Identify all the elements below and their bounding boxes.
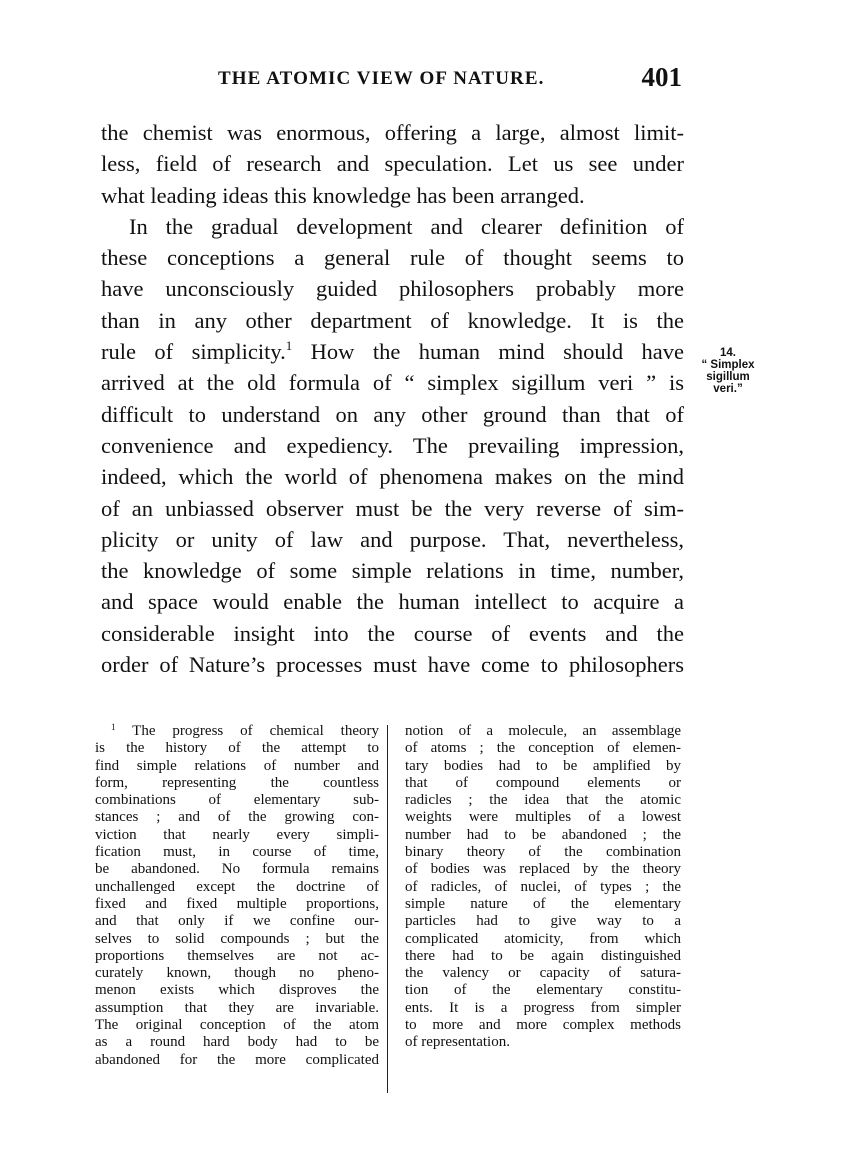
- footnote-line: that of compound elements or: [405, 774, 681, 791]
- running-title: THE ATOMIC VIEW OF NATURE.: [218, 68, 545, 89]
- footnote-line: curately known, though no pheno-: [95, 965, 379, 982]
- body-line: considerable insight into the course of events and the: [101, 620, 684, 646]
- footnote-line: abandoned for the more complicated: [95, 1051, 379, 1068]
- footnote-line: simple nature of the elementary: [405, 895, 681, 912]
- footnote-line: fixed and fixed multiple proportions,: [95, 895, 379, 912]
- footnote-line: assumption that they are invariable.: [95, 999, 379, 1016]
- body-line: these conceptions a general rule of thought seems to: [101, 245, 684, 271]
- footnote-line: find simple relations of number and: [95, 757, 379, 774]
- page-header: [100, 62, 684, 102]
- footnote-line: binary theory of the combination: [405, 844, 681, 861]
- footnote-line: of bodies was replaced by the theory: [405, 861, 681, 878]
- body-line: order of Nature’s processes must have come to philosophers: [101, 652, 684, 678]
- footnote-marker: 1: [285, 338, 293, 354]
- footnote-line: The original conception of the atom: [95, 1017, 379, 1034]
- footnote-column-right: [405, 723, 681, 1052]
- footnote-line: combinations of elementary sub-: [95, 792, 379, 809]
- footnote-line: ents. It is a progress from simpler: [405, 999, 681, 1016]
- page-number: 401: [641, 62, 682, 92]
- footnote-line: as a round hard body had to be: [95, 1034, 379, 1051]
- footnote-line: number had to be abandoned ; the: [405, 826, 681, 843]
- footnote-line: there had to be again distinguished: [405, 947, 681, 964]
- footnote-line: [95, 723, 379, 740]
- footnote-line: unchallenged except the doctrine of: [95, 878, 379, 895]
- footnote-line: fication must, in course of time,: [95, 844, 379, 861]
- body-line: indeed, which the world of phenomena makes on the mind: [101, 464, 684, 490]
- footnote-line: of representation.: [405, 1034, 510, 1051]
- margin-note-line: sigillum: [706, 371, 750, 383]
- footnote-line: the valency or capacity of satura-: [405, 965, 681, 982]
- body-line: difficult to understand on any other ground than that of: [101, 401, 684, 427]
- body-line: arrived at the old formula of “ simplex sigillum veri ” is: [101, 370, 684, 396]
- footnote-line: viction that nearly every simpli-: [95, 826, 379, 843]
- column-divider: [387, 725, 388, 1093]
- body-line: than in any other department of knowledge. It is the: [101, 307, 684, 333]
- body-line: what leading ideas this knowledge has been arranged.: [101, 182, 585, 208]
- footnote-line: proportions themselves are not ac-: [95, 947, 379, 964]
- body-line: and space would enable the human intellect to acquire a: [101, 589, 684, 615]
- footnotes: [95, 723, 687, 1093]
- footnote-line: form, representing the countless: [95, 774, 379, 791]
- body-line: have unconsciously guided philosophers probably more: [101, 276, 684, 302]
- footnote-line: to more and more complex methods: [405, 1017, 681, 1034]
- body-line: [101, 336, 684, 367]
- footnote-number: 1: [111, 722, 116, 732]
- body-line: less, field of research and speculation. Let us see under: [101, 151, 684, 177]
- margin-note-line: “ Simplex: [701, 359, 755, 371]
- body-line: of an unbiassed observer must be the very reverse of sim-: [101, 495, 684, 521]
- body-line: convenience and expediency. The prevailing impression,: [101, 432, 684, 458]
- margin-note-number: 14.: [720, 347, 736, 359]
- footnote-line: menon exists which disproves the: [95, 982, 379, 999]
- footnote-line: stances ; and of the growing con-: [95, 809, 379, 826]
- body-line: plicity or unity of law and purpose. That, nevertheless,: [101, 526, 684, 552]
- body-text: [101, 117, 684, 680]
- footnote-line: complicated atomicity, from which: [405, 930, 681, 947]
- footnote-line: selves to solid compounds ; but the: [95, 930, 379, 947]
- body-line-start: rule of simplicity.: [101, 339, 286, 365]
- footnote-line: tary bodies had to be amplified by: [405, 757, 681, 774]
- margin-note: [689, 347, 767, 395]
- footnote-line: of radicles, of nuclei, of types ; the: [405, 878, 681, 895]
- body-line-end: How the human mind should have: [292, 339, 684, 365]
- footnote-line: notion of a molecule, an assemblage: [405, 723, 681, 739]
- footnote-first-line: The progress of chemical theory: [115, 723, 379, 739]
- margin-note-line: veri.”: [713, 383, 743, 395]
- footnote-line: of atoms ; the conception of elemen-: [405, 740, 681, 757]
- body-line: In the gradual development and clearer definition of: [129, 213, 684, 239]
- footnote-line: be abandoned. No formula remains: [95, 861, 379, 878]
- footnote-line: radicles ; the idea that the atomic: [405, 792, 681, 809]
- body-line: the knowledge of some simple relations in time, number,: [101, 558, 684, 584]
- footnote-line: is the history of the attempt to: [95, 740, 379, 757]
- footnote-line: weights were multiples of a lowest: [405, 809, 681, 826]
- footnote-line: and that only if we confine our-: [95, 913, 379, 930]
- footnote-line: particles had to give way to a: [405, 913, 681, 930]
- footnote-line: tion of the elementary constitu-: [405, 982, 681, 999]
- body-line: the chemist was enormous, offering a large, almost limit-: [101, 120, 684, 145]
- footnote-column-left: [95, 723, 379, 1069]
